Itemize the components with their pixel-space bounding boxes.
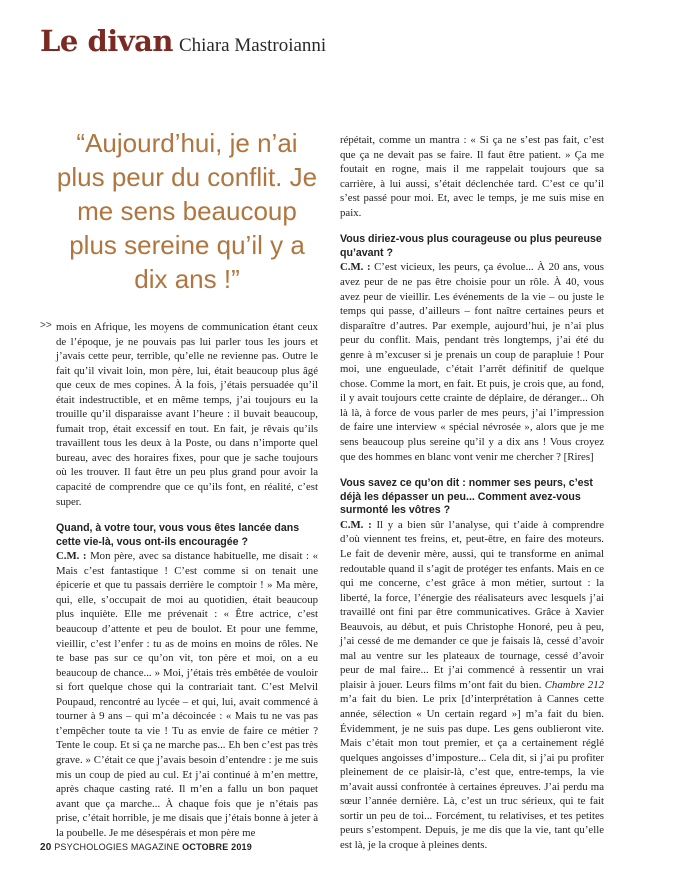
- page-number: 20: [40, 842, 52, 853]
- text-column-left: [56, 320, 318, 840]
- speaker-initials: C.M. :: [56, 550, 87, 563]
- pull-quote: “Aujourd’hui, je n’ai plus peur du conflit. Je me sens beaucoup plus sereine qu’il y a dix ans !”: [56, 128, 318, 294]
- issue-date: OCTOBRE 2019: [182, 842, 252, 852]
- speaker-initials: C.M. :: [340, 261, 371, 274]
- body-paragraph: mois en Afrique, les moyens de communication étant ceux de l’époque, je ne pouvais pas lui parler tous les jours et j’avais cette peur, terrible, qu’elle ne revienne pas. Outre le fait qu’il vivait loin, mon père, lui, était beaucoup plus âgé que ceux de mes copines. À la fois, j’étais persuadée qu’il était indestructible, et en même temps, j’ai toujours eu la trouille qu’il disparaisse avant l’heure : il buvait beaucoup, fumait trop, était excessif en tout. En fait, je rêvais qu’ils travaillent tous les deux à la Poste, ou dans n’importe quel bureau, avec des horaires fixes, pour que je sache toujours où les trouver. Il faut être un peu plus grand pour avoir la capacité de comprendre que ce qu’ils font, en réalité, c’est super.: [56, 321, 318, 508]
- answer-text: m’a fait du bien. Le prix [d’interprétation à Cannes cette année, sélection « Un certain regard »] m’a fait du bien. Évidemment, je ne suis pas dupe. Les gens oublieront vite. Mais c’était mon tout premier, et ça a certainement réglé quelques angoisses d’imposture... Cela dit, si j’ai pu profiter pleinement de ce plaisir-là, c’est que, entre-temps, la vie m’avait aussi confrontée à certaines épreuves. J’ai perdu ma sœur l’année dernière. Là, c’est un truc sérieux, qui te fait sortir un peu de toi... Forcément, tu relativises, et tes petites peurs s’estompent. Depuis, je me dis que la vie, tant qu’elle est là, je la croque à pleines dents.: [340, 693, 604, 851]
- rubric-title: Le divan: [40, 24, 173, 58]
- continuation-arrow: >>: [40, 320, 52, 331]
- text-column-right: [340, 133, 604, 852]
- film-title: Chambre 212: [544, 678, 605, 691]
- interview-question: Vous diriez-vous plus courageuse ou plus peureuse qu’avant ?: [340, 233, 602, 259]
- answer-text: C’est vicieux, les peurs, ça évolue... À 20 ans, vous avez peur de ne pas être choisie pour un rôle. À 40, vous avez peur de vieillir. Les événements de la vie – ou juste le temps qui passe, d’ailleurs – font naître certaines peurs et disparaître d’autres. Par exemple, aujourd’hui, je n’ai plus peur du conflit. Mais, pendant très longtemps, j’ai été du genre à m’excuser si je prenais un coup de parapluie ! Pour moi, une engueulade, c’était l’arrêt définitif de quelque chose. Comme la mort, en fait. Et puis, je crois que, au fond, il y avait toujours cette crainte de déplaire, de déranger... Oh là là, à force de vous parler de mes peurs, j’ai l’impression de faire une interview « spécial névrosée », alors que je me sens beaucoup plus sereine qu’il y a dix ans ! Vous croyez que des hommes en blanc vont venir me chercher ? [Rires]: [340, 261, 605, 463]
- interviewee-name: Chiara Mastroianni: [178, 35, 327, 56]
- page-footer: [40, 842, 252, 853]
- page-header: [40, 24, 326, 58]
- answer-paragraph: [340, 518, 604, 853]
- interview-question: Quand, à votre tour, vous vous êtes lancée dans cette vie-là, vous ont-ils encouragée ?: [56, 522, 300, 548]
- answer-text: Mon père, avec sa distance habituelle, me disait : « Mais c’est fantastique ! C’est comme si on tenait une épicerie et que tu passais derrière le comptoir ! » Ma mère, qui, elle, s’occupait de moi au quotidien, était beaucoup plus inquiète. Elle me prévenait : « Être actrice, c’est beaucoup d’attente et peu de boulot. Et pour une femme, vieillir, c’est l’enfer : tu as de moins en moins de rôles. Ne te base pas sur ce qu’on vit, ton père et moi, on a eu beaucoup de chance... » Moi, j’étais très embêtée de vouloir si fort quelque chose qui la contrariait tant. C’est Melvil Poupaud, rencontré au lycée – et qui, lui, avait commencé à tourner à 9 ans – qui m’a décoincée : « Mais tu ne vas pas t’empêcher toute ta vie ! Tu as envie de faire ce métier ? Tente le coup. Et si ça ne marche pas... Eh ben c’est pas très grave. » C’était ce que j’avais besoin d’entendre : je me suis mis un coup de pied au cul. Et j’ai continué à m’en mettre, après chaque casting raté. Il m’en a fallu un bon paquet avant que ça marche... À chaque fois que je n’étais pas prise, c’était horrible, je me disais que j’étais bonne à jeter à la poubelle. Je me désespérais et mon père me: [56, 550, 318, 839]
- magazine-name: PSYCHOLOGIES MAGAZINE: [54, 842, 180, 852]
- answer-text: Il y a bien sûr l’analyse, qui t’aide à comprendre d’où viennent tes freins, et, peut-être, en faire des moteurs. Le fait de devenir mère, aussi, qui te transforme en animal redoutable quand il s’agit de protéger tes enfants. Mais en ce qui me concerne, c’est grâce à mon métier, surtout : la liberté, la force, l’énergie des réalisateurs avec lesquels j’ai travaillé ont fini par être communicatives. Grâce à Xavier Beauvois, au début, et puis Christophe Honoré, peu à peu, j’ai cessé de me demander ce que je faisais là, cessé d’avoir mal au ventre sur les plateaux de tournage, cessé d’avoir peur de mal faire... Et j’ai commencé à ressentir un vrai plaisir à jouer. Leurs films m’ont fait du bien.: [340, 518, 604, 691]
- answer-paragraph: [56, 549, 318, 840]
- interview-question: Vous savez ce qu’on dit : nommer ses peurs, c’est déjà les dépasser un peu... Comment avez-vous surmonté les vôtres ?: [340, 477, 593, 517]
- speaker-initials: C.M. :: [340, 518, 372, 531]
- answer-paragraph: [340, 260, 604, 464]
- body-paragraph: répétait, comme un mantra : « Si ça ne s’est pas fait, c’est que ça ne devait pas se faire. Il faut être patient. » Ça me foutait en rogne, mais il me rappelait toujours que sa carrière, à lui aussi, s’était déclenchée tard. C’est ce qu’il s’est passé pour moi. Et, avec le temps, je me suis mise en paix.: [340, 134, 604, 219]
